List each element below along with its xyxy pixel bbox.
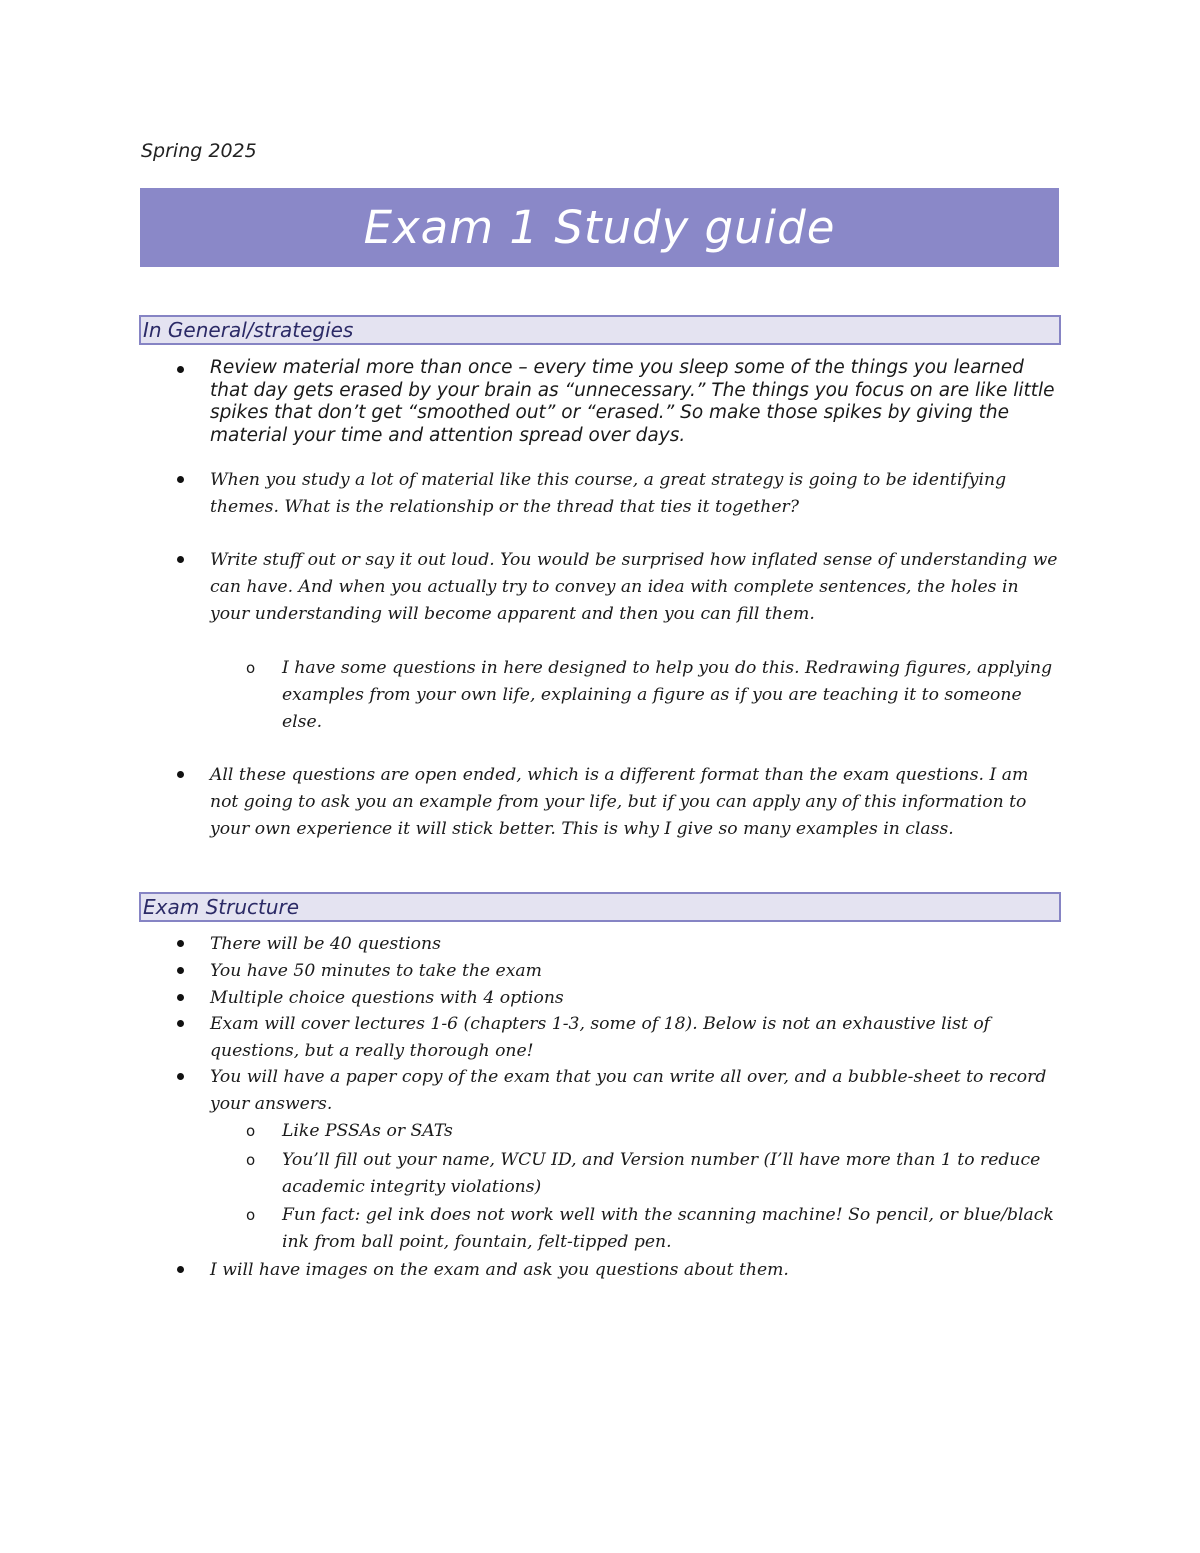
sub-list-item: o You’ll fill out your name, WCU ID, and Version number (I’ll have more than 1 to reduce academic integrity violations) [282, 1147, 1062, 1201]
list-item: When you study a lot of material like this course, a great strategy is going to be identifying themes. What is the relationship or the thread that ties it together? [210, 467, 1060, 521]
list-item: I will have images on the exam and ask you questions about them. [210, 1257, 1060, 1284]
list-item: Write stuff out or say it out loud. You would be surprised how inflated sense of understanding we can have. And when you actually try to convey an idea with complete sentences, the holes in your understanding will become apparent and then you can fill them. [210, 547, 1060, 628]
sub-list-item: o I have some questions in here designed to help you do this. Redrawing figures, applying examples from your own life, explaining a figure as if you are teaching it to someone else. [282, 655, 1062, 736]
list-item: All these questions are open ended, which is a different format than the exam questions. I am not going to ask you an example from your life, but if you can apply any of this information to your own experience it will stick better. This is why I give so many examples in class. [210, 762, 1060, 843]
sub-list-item: o Fun fact: gel ink does not work well with the scanning machine! So pencil, or blue/black ink from ball point, fountain, felt-tipped pen. [282, 1202, 1062, 1256]
semester-label: Spring 2025 [141, 140, 257, 162]
sub-list-item: o Like PSSAs or SATs [282, 1118, 1062, 1145]
list-item: Exam will cover lectures 1-6 (chapters 1-3, some of 18). Below is not an exhaustive list of questions, but a really thorough one! [210, 1011, 1060, 1065]
list-item: Review material more than once – every time you sleep some of the things you learned that day gets erased by your brain as “unnecessary.” The things you focus on are like little spikes that don’t get “smoothed out” or “erased.” So make those spikes by giving the material your time and attention spread over days. [210, 357, 1060, 447]
section-heading-general: In General/strategies [139, 315, 1061, 345]
list-item: There will be 40 questions [210, 931, 1060, 958]
list-item: You will have a paper copy of the exam that you can write all over, and a bubble-sheet to record your answers. [210, 1064, 1060, 1118]
list-item: Multiple choice questions with 4 options [210, 985, 1060, 1012]
title-banner [140, 188, 1059, 267]
section-heading-structure: Exam Structure [139, 892, 1061, 922]
document-title: Exam 1 Study guide [363, 201, 836, 254]
list-item: You have 50 minutes to take the exam [210, 958, 1060, 985]
